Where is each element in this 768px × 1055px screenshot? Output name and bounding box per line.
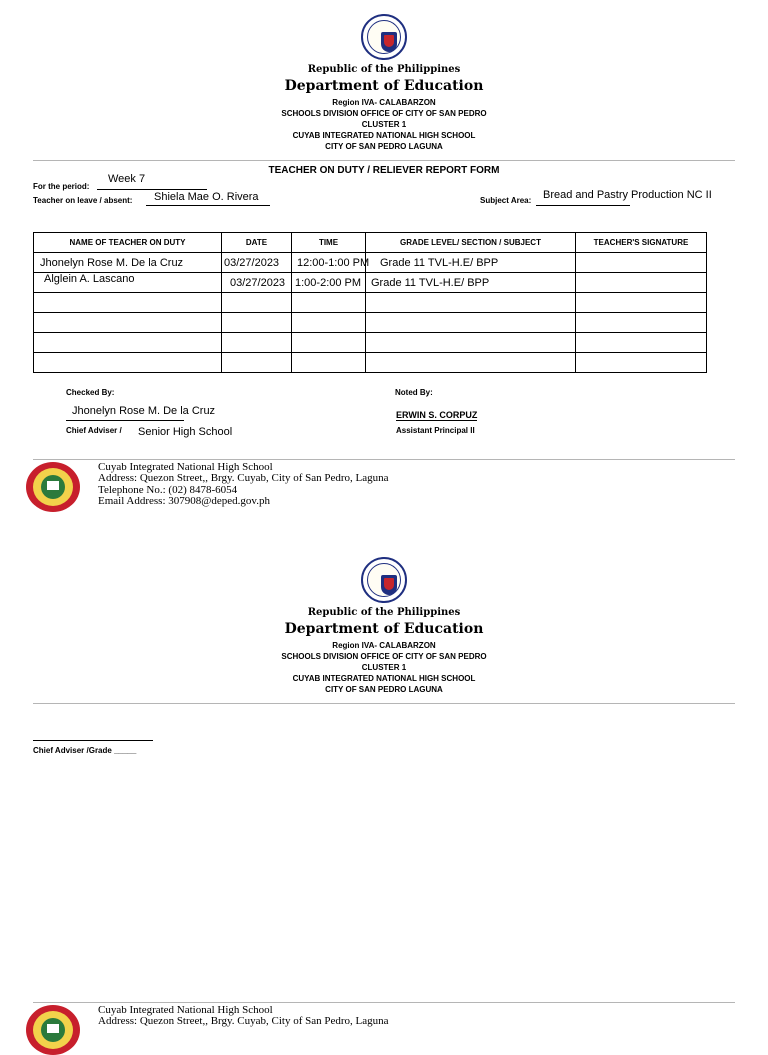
cell-grade [366, 333, 576, 353]
cell-date [222, 353, 292, 373]
cell-signature [576, 313, 707, 333]
cell-time: 12:00-1:00 PM [292, 253, 366, 273]
cell-name [34, 293, 222, 313]
cell-signature [576, 273, 707, 293]
duty-table [33, 232, 707, 373]
table-row [34, 253, 707, 273]
header-line-city: CITY OF SAN PEDRO LAGUNA [325, 142, 443, 151]
republic-heading: Republic of the Philippines [307, 64, 461, 75]
table-row [34, 353, 707, 373]
checked-by-name: Jhonelyn Rose M. De la Cruz [72, 405, 216, 417]
footer-address-page2: Address: Quezon Street,, Brgy. Cuyab, City of San Pedro, Laguna [98, 1015, 389, 1027]
noted-by-label: Noted By: [395, 388, 433, 397]
footer-telephone: Telephone No.: (02) 8478-6054 [98, 484, 238, 496]
footer-school-page2: Cuyab Integrated National High School [98, 1004, 273, 1016]
cell-grade: Grade 11 TVL-H.E/ BPP [366, 273, 576, 293]
header-line-school-page2: CUYAB INTEGRATED NATIONAL HIGH SCHOOL [292, 674, 476, 683]
cell-name: Alglein A. Lascano [34, 273, 222, 293]
school-seal-logo-page2 [26, 1005, 80, 1055]
cell-grade: Grade 11 TVL-H.E/ BPP [366, 253, 576, 273]
period-value: Week 7 [108, 173, 146, 185]
leave-line [146, 205, 270, 206]
cell-name [34, 353, 222, 373]
chief-adviser-value: Senior High School [138, 426, 233, 438]
noted-by-name: ERWIN S. CORPUZ [396, 410, 478, 420]
leave-value: Shiela Mae O. Rivera [154, 191, 259, 203]
chief-adviser-grade-label: Chief Adviser /Grade _____ [33, 746, 137, 755]
header-line-school: CUYAB INTEGRATED NATIONAL HIGH SCHOOL [292, 131, 476, 140]
footer-address: Address: Quezon Street,, Brgy. Cuyab, City of San Pedro, Laguna [98, 472, 389, 484]
cell-time [292, 293, 366, 313]
col-header-name: NAME OF TEACHER ON DUTY [34, 233, 222, 253]
leave-label: Teacher on leave / absent: [33, 196, 133, 205]
deped-seal [361, 14, 407, 60]
table-row [34, 293, 707, 313]
deped-seal-page2 [361, 557, 407, 603]
col-header-signature: TEACHER'S SIGNATURE [576, 233, 707, 253]
department-heading-page2: Department of Education [284, 621, 484, 637]
cell-date [222, 293, 292, 313]
cell-date: 03/27/2023 [222, 253, 292, 273]
cell-date [222, 333, 292, 353]
subject-line [536, 205, 630, 206]
checked-by-line [66, 420, 184, 421]
cell-name: Jhonelyn Rose M. De la Cruz [34, 253, 222, 273]
subject-value: Bread and Pastry Production NC II [543, 189, 712, 201]
cell-time [292, 333, 366, 353]
table-row [34, 313, 707, 333]
cell-time [292, 353, 366, 373]
header-line-region: Region IVA- CALABARZON [332, 98, 436, 107]
header-line-cluster: CLUSTER 1 [361, 120, 407, 129]
chief-adviser-line-page2 [33, 740, 153, 741]
cell-time: 1:00-2:00 PM [292, 273, 366, 293]
cell-signature [576, 293, 707, 313]
cell-name [34, 313, 222, 333]
col-header-time: TIME [292, 233, 366, 253]
header-line-region-page2: Region IVA- CALABARZON [332, 641, 436, 650]
table-row [34, 333, 707, 353]
cell-signature [576, 253, 707, 273]
form-title: TEACHER ON DUTY / RELIEVER REPORT FORM [268, 165, 500, 176]
col-header-grade: GRADE LEVEL/ SECTION / SUBJECT [366, 233, 576, 253]
cell-signature [576, 353, 707, 373]
cell-date [222, 313, 292, 333]
table-row [34, 273, 707, 293]
republic-heading-page2: Republic of the Philippines [307, 607, 461, 618]
chief-adviser-label: Chief Adviser / [66, 426, 122, 435]
header-divider-page2 [33, 703, 735, 704]
cell-time [292, 313, 366, 333]
department-heading: Department of Education [284, 78, 484, 94]
footer-email: Email Address: 307908@deped.gov.ph [98, 495, 270, 507]
period-label: For the period: [33, 182, 90, 191]
cell-name [34, 333, 222, 353]
table-header-row [34, 233, 707, 253]
header-divider [33, 160, 735, 161]
period-line [97, 189, 207, 190]
cell-grade [366, 293, 576, 313]
footer-divider-page2 [33, 1002, 735, 1003]
cell-date: 03/27/2023 [222, 273, 292, 293]
noted-by-title: Assistant Principal II [396, 426, 475, 435]
checked-by-label: Checked By: [66, 388, 115, 397]
school-seal-logo [26, 462, 80, 512]
header-line-division: SCHOOLS DIVISION OFFICE OF CITY OF SAN PEDRO [281, 109, 487, 118]
header-line-city-page2: CITY OF SAN PEDRO LAGUNA [325, 685, 443, 694]
subject-label: Subject Area: [480, 196, 532, 205]
header-line-division-page2: SCHOOLS DIVISION OFFICE OF CITY OF SAN PEDRO [281, 652, 487, 661]
cell-signature [576, 333, 707, 353]
header-line-cluster-page2: CLUSTER 1 [361, 663, 407, 672]
footer-divider [33, 459, 735, 460]
cell-grade [366, 313, 576, 333]
col-header-date: DATE [222, 233, 292, 253]
cell-grade [366, 353, 576, 373]
footer-school: Cuyab Integrated National High School [98, 461, 273, 473]
